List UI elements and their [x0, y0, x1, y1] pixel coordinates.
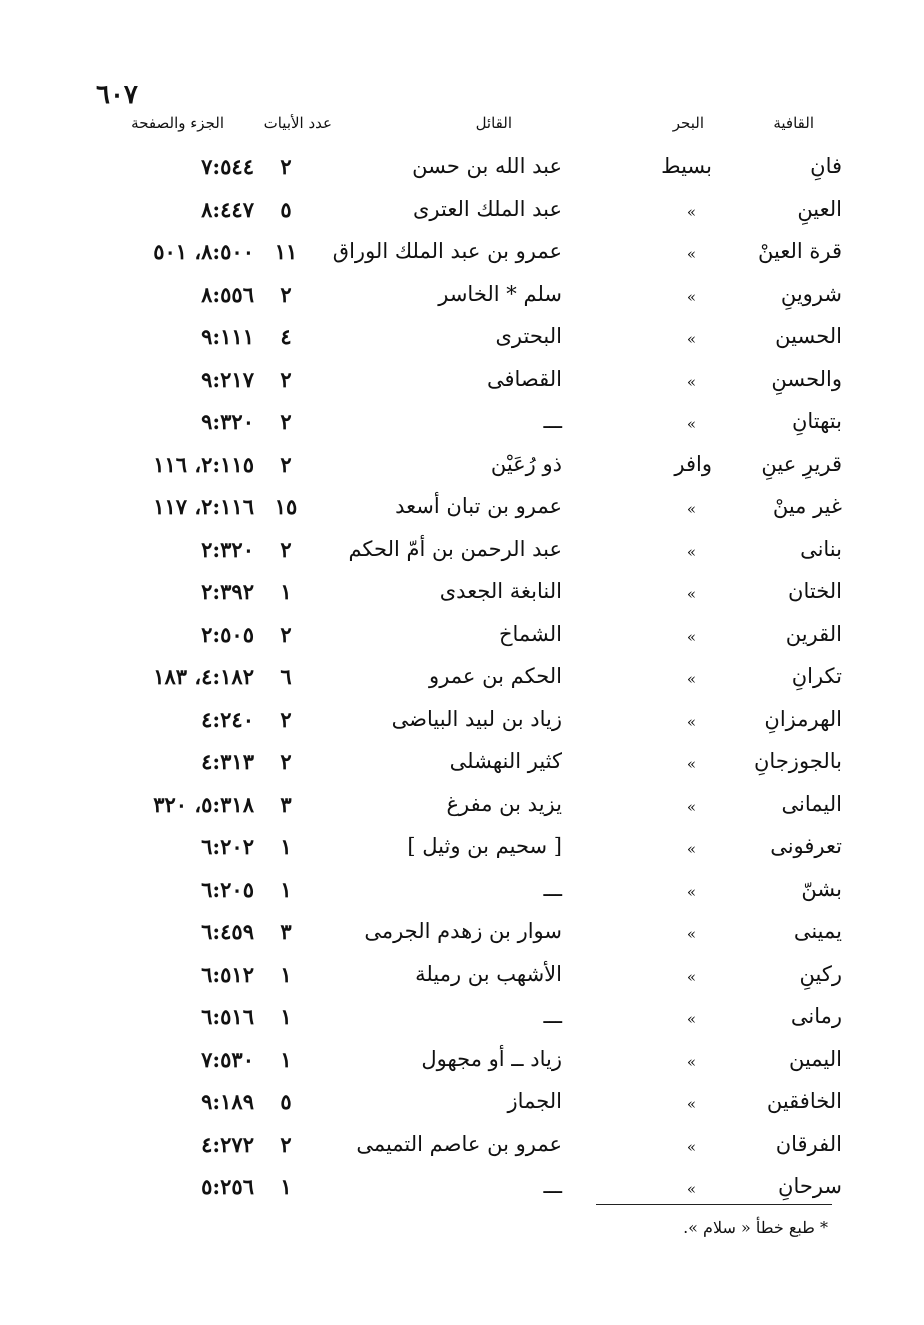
poet-cell: الحكم بن عمرو	[429, 664, 562, 688]
verse-count-cell: ٢	[280, 409, 292, 434]
poet-cell: عمرو بن عبد الملك الوراق	[332, 239, 562, 263]
poet-cell: عمرو بن عاصم التميمى	[356, 1131, 562, 1156]
verse-count-cell: ١١	[274, 239, 298, 264]
volume-page-cell: ٢:١١٦، ١١٧	[153, 494, 254, 519]
verse-count-cell: ٢	[280, 1131, 292, 1157]
meter-cell: بسيط	[661, 154, 712, 178]
poet-cell: سلم * الخاسر	[438, 281, 562, 306]
volume-page-cell: ٤:١٨٢، ١٨٣	[153, 664, 254, 689]
rhyme-cell: سرحانِ	[778, 1174, 842, 1198]
meter-cell: »	[686, 925, 696, 943]
rhyme-cell: القرين	[785, 621, 842, 646]
meter-cell: »	[686, 797, 696, 816]
volume-page-cell: ٦:٥١٦	[201, 1004, 254, 1029]
table-row	[0, 1000, 924, 1043]
volume-page-cell: ٩:٢١٧	[201, 366, 254, 392]
table-row	[0, 1170, 924, 1213]
table-header	[0, 114, 924, 144]
verse-count-cell: ٢	[280, 621, 292, 647]
poet-cell: النابغة الجعدى	[439, 579, 562, 603]
table-row	[0, 618, 924, 661]
table-row	[0, 575, 924, 618]
volume-page-cell: ٦:٥١٢	[201, 961, 254, 987]
table-row	[0, 703, 924, 746]
poet-cell: عبد الملك العترى	[413, 196, 562, 221]
meter-cell: »	[686, 627, 696, 646]
meter-cell: »	[686, 415, 696, 433]
table-row	[0, 915, 924, 958]
poet-cell: ـــ	[543, 409, 562, 433]
header-rhyme: القافية	[773, 114, 814, 132]
volume-page-cell: ٥:٢٥٦	[201, 1174, 254, 1199]
table-row	[0, 278, 924, 321]
poet-cell: ـــ	[543, 1004, 562, 1028]
index-table	[0, 150, 924, 1213]
verse-count-cell: ٢	[280, 366, 292, 392]
table-row	[0, 745, 924, 788]
rhyme-cell: بالجوزجانِ	[754, 749, 842, 773]
poet-cell: يزيد بن مفرغ	[446, 791, 562, 816]
verse-count-cell: ١	[280, 579, 292, 604]
rhyme-cell: الختان	[788, 579, 842, 603]
meter-cell: »	[686, 882, 696, 901]
table-row	[0, 405, 924, 448]
volume-page-cell: ٧:٥٤٤	[201, 154, 254, 179]
header-poet: القائل	[475, 114, 512, 132]
rhyme-cell: يمينى	[793, 919, 842, 943]
poet-cell: سوار بن زهدم الجرمى	[364, 919, 562, 943]
table-row	[0, 363, 924, 406]
volume-page-cell: ٩:١٨٩	[201, 1089, 254, 1114]
poet-cell: الشماخ	[498, 621, 562, 646]
volume-page-cell: ٦:٢٠٢	[201, 834, 254, 859]
meter-cell: »	[686, 372, 696, 391]
meter-cell: »	[686, 1052, 696, 1071]
meter-cell: »	[686, 542, 696, 561]
table-row	[0, 1128, 924, 1171]
meter-cell: »	[686, 1180, 696, 1198]
poet-cell: البحترى	[495, 324, 562, 348]
meter-cell: »	[686, 500, 696, 518]
volume-page-cell: ٦:٤٥٩	[201, 919, 254, 944]
verse-count-cell: ١	[280, 961, 292, 987]
volume-page-cell: ٢:٣٩٢	[201, 579, 254, 604]
poet-cell: عبد الله بن حسن	[412, 154, 562, 178]
volume-page-cell: ٦:٢٠٥	[201, 876, 254, 902]
rhyme-cell: بتهتانِ	[791, 409, 842, 433]
volume-page-cell: ٢:٣٢٠	[201, 536, 254, 562]
footnote: * طبع خطأ « سلام ».	[683, 1218, 828, 1237]
rhyme-cell: الخافقين	[766, 1089, 842, 1113]
table-row	[0, 1085, 924, 1128]
rhyme-cell: الحسين	[775, 324, 842, 348]
volume-page-cell: ٩:١١١	[201, 324, 254, 349]
volume-page-cell: ٤:٢٤٠	[201, 706, 254, 732]
meter-cell: »	[686, 967, 696, 986]
meter-cell: »	[686, 287, 696, 306]
verse-count-cell: ١	[280, 1004, 292, 1029]
rhyme-cell: اليمانى	[781, 791, 842, 816]
poet-cell: عمرو بن تبان أسعد	[395, 494, 562, 518]
rhyme-cell: رمانى	[790, 1004, 842, 1028]
verse-count-cell: ٢	[280, 154, 292, 179]
meter-cell: »	[686, 755, 696, 773]
volume-page-cell: ٧:٥٣٠	[201, 1046, 254, 1072]
poet-cell: ـــ	[543, 1174, 562, 1198]
meter-cell: »	[686, 1010, 696, 1028]
poet-cell: القصافى	[486, 366, 562, 391]
volume-page-cell: ٨:٥٥٦	[201, 281, 254, 307]
rhyme-cell: بشنّ	[801, 876, 842, 901]
meter-cell: »	[686, 1137, 696, 1156]
table-row	[0, 1043, 924, 1086]
rhyme-cell: قريرِ عينِ	[761, 451, 842, 476]
volume-page-cell: ٢:١١٥، ١١٦	[153, 451, 254, 477]
rhyme-cell: تعرفونى	[770, 834, 842, 858]
header-meter: البحر	[672, 114, 704, 132]
volume-page-cell: ٥:٣١٨، ٣٢٠	[153, 791, 254, 817]
rhyme-cell: والحسنِ	[771, 366, 842, 391]
page-number: ٦٠٧	[96, 80, 138, 110]
verse-count-cell: ٢	[280, 749, 292, 774]
verse-count-cell: ٣	[280, 791, 292, 817]
volume-page-cell: ٨:٥٠٠، ٥٠١	[153, 239, 254, 264]
poet-cell: ذو رُعَيْن	[490, 451, 562, 476]
table-row	[0, 320, 924, 363]
volume-page-cell: ٤:٢٧٢	[201, 1131, 254, 1157]
rhyme-cell: ركينِ	[799, 961, 842, 986]
poet-cell: عبد الرحمن بن أمّ الحكم	[348, 536, 562, 561]
meter-cell: »	[686, 1095, 696, 1113]
volume-page-cell: ٨:٤٤٧	[201, 196, 254, 222]
verse-count-cell: ١	[280, 1174, 292, 1199]
table-row	[0, 788, 924, 831]
rhyme-cell: الهرمزانِ	[764, 706, 842, 731]
rhyme-cell: قرة العينْ	[758, 239, 842, 263]
volume-page-cell: ٤:٣١٣	[201, 749, 254, 774]
table-row	[0, 533, 924, 576]
meter-cell: »	[686, 245, 696, 263]
meter-cell: »	[686, 585, 696, 603]
poet-cell: الأشهب بن رميلة	[415, 961, 562, 986]
meter-cell: وافر	[674, 451, 712, 476]
rhyme-cell: بنانى	[800, 536, 842, 561]
rhyme-cell: الفرقان	[775, 1131, 842, 1156]
table-row	[0, 873, 924, 916]
meter-cell: »	[686, 202, 696, 221]
verse-count-cell: ١	[280, 876, 292, 902]
meter-cell: »	[686, 840, 696, 858]
poet-cell: [ سحيم بن وثيل ]	[407, 834, 562, 858]
verse-count-cell: ٥	[280, 196, 292, 222]
poet-cell: الجماز	[507, 1089, 562, 1113]
header-verse-count: عدد الأبيات	[263, 114, 332, 132]
rhyme-cell: غير مينْ	[772, 494, 842, 518]
verse-count-cell: ٢	[280, 281, 292, 307]
verse-count-cell: ٥	[280, 1089, 292, 1114]
table-row	[0, 150, 924, 193]
table-row	[0, 830, 924, 873]
table-row	[0, 235, 924, 278]
meter-cell: »	[686, 670, 696, 688]
table-row	[0, 958, 924, 1001]
rhyme-cell: فانِ	[810, 154, 842, 178]
table-row	[0, 660, 924, 703]
volume-page-cell: ٩:٣٢٠	[201, 409, 254, 434]
verse-count-cell: ٣	[280, 919, 292, 944]
verse-count-cell: ٢	[280, 536, 292, 562]
rhyme-cell: اليمين	[788, 1046, 842, 1071]
verse-count-cell: ٤	[280, 324, 292, 349]
verse-count-cell: ٢	[280, 451, 292, 477]
rhyme-cell: تكرانِ	[791, 664, 842, 688]
verse-count-cell: ١	[280, 834, 292, 859]
rhyme-cell: شروينِ	[780, 281, 842, 306]
poet-cell: كثير النهشلى	[449, 749, 562, 773]
table-row	[0, 490, 924, 533]
table-row	[0, 193, 924, 236]
header-volume-page: الجزء والصفحة	[131, 114, 224, 132]
footnote-rule	[596, 1204, 832, 1205]
verse-count-cell: ١٥	[274, 494, 298, 519]
rhyme-cell: العينِ	[797, 196, 842, 221]
table-row	[0, 448, 924, 491]
poet-cell: ـــ	[543, 876, 562, 901]
verse-count-cell: ٦	[280, 664, 292, 689]
verse-count-cell: ١	[280, 1046, 292, 1072]
meter-cell: »	[686, 330, 696, 348]
poet-cell: زياد ــ أو مجهول	[421, 1046, 562, 1071]
meter-cell: »	[686, 712, 696, 731]
verse-count-cell: ٢	[280, 706, 292, 732]
volume-page-cell: ٢:٥٠٥	[201, 621, 254, 647]
poet-cell: زياد بن لبيد البياضى	[391, 706, 562, 731]
